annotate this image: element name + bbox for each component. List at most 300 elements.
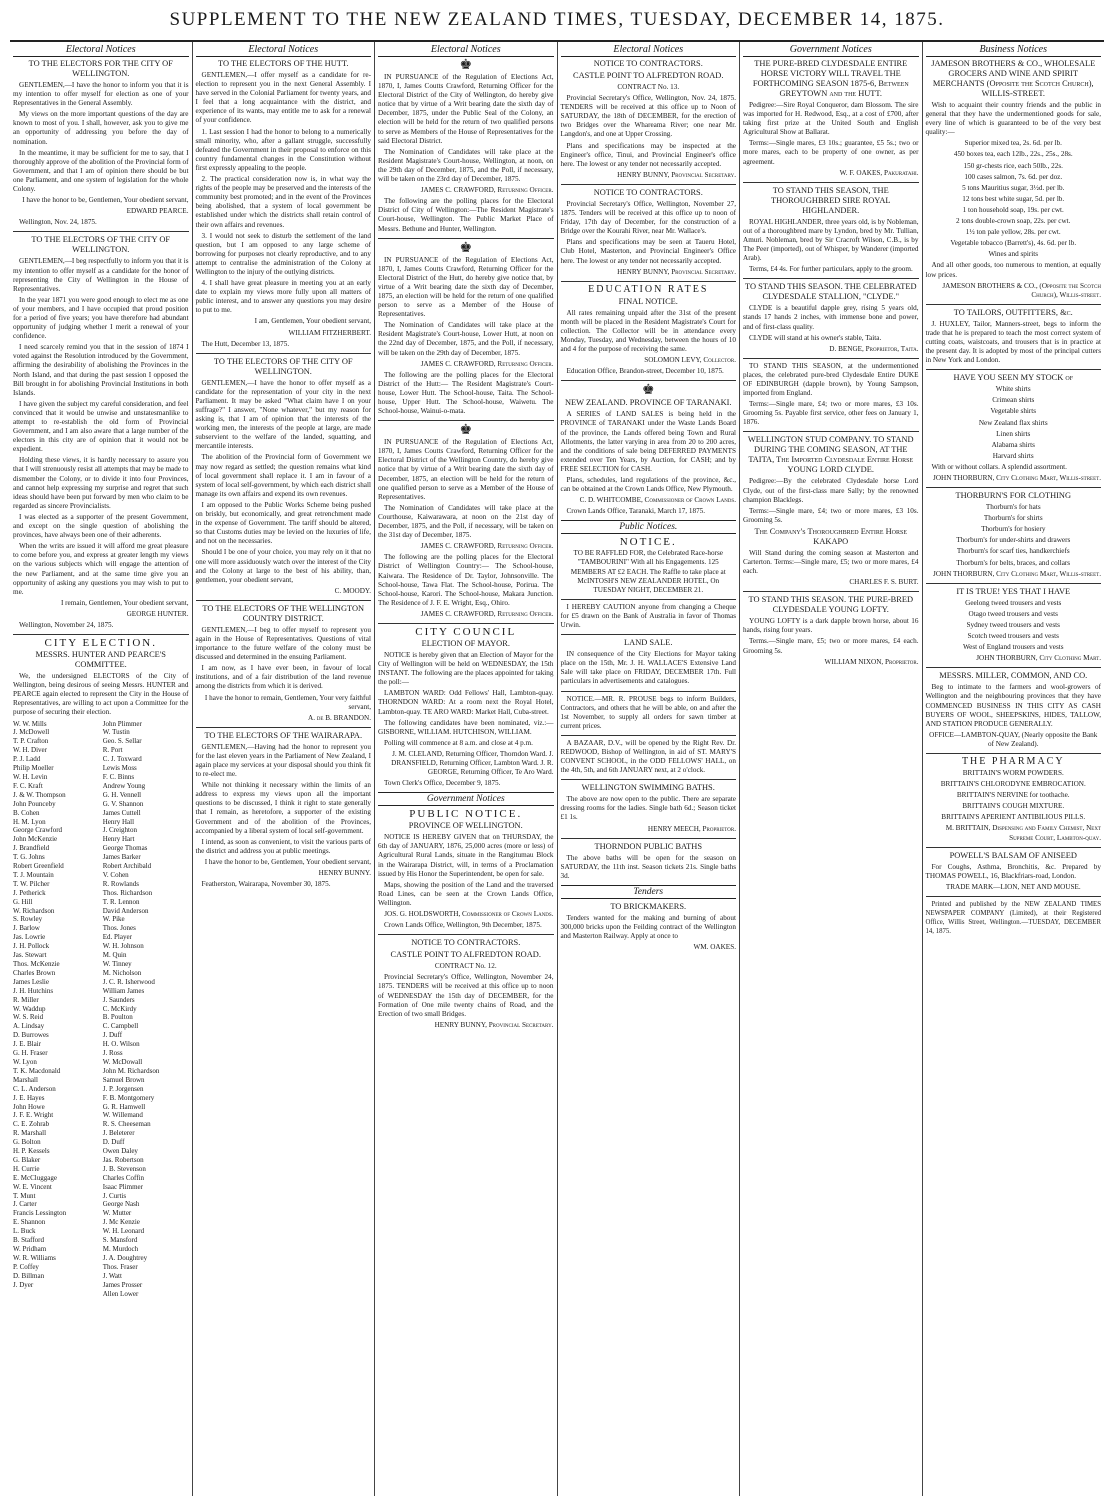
- notice-text: The following candidates have been nominated, viz.:— GISBORNE, WILLIAM. HUTCHISON, WILLIAM.: [378, 718, 554, 736]
- committee-name: F. C. Kraft: [13, 781, 43, 790]
- list-item: BRITTAIN'S APERIENT ANTIBILIOUS PILLS.: [941, 813, 1086, 822]
- advert-title: HAVE YOU SEEN MY STOCK of: [953, 373, 1074, 383]
- advert-committee: [13, 638, 189, 1298]
- committee-name: John McKenzie: [13, 835, 58, 844]
- advert-powell: [926, 851, 1102, 892]
- notice-signature: C. D. WHITCOMBE, Commissioner of Crown Lands.: [579, 496, 736, 505]
- advert-title: TO TAILORS, OUTFITTERS, &c.: [953, 307, 1073, 317]
- committee-name: Allen Lower: [102, 1289, 139, 1298]
- land-sale-notice: [561, 638, 737, 686]
- advert-pharmacy: [926, 757, 1102, 843]
- committee-name: J. Beleterer: [102, 1129, 135, 1138]
- committee-name: John Plimmer: [102, 719, 142, 728]
- committee-name: J. E. Blair: [13, 1040, 41, 1049]
- advert-text: In the meantime, it may be sufficient for me to say, that I thoroughly approve of the abolition of the Provincial form of Government, and that I am of opinion there should be but one Parliament, and one system of legislation for the whole Colony.: [13, 148, 189, 194]
- divider: [926, 896, 1102, 897]
- royal-crest-icon: ♚: [459, 240, 473, 256]
- advert-signature: TRADE MARK—LION, NET AND MOUSE.: [945, 882, 1081, 891]
- list-item: Scotch tweed trousers and vests: [967, 632, 1059, 641]
- committee-name: James Barker: [102, 853, 141, 862]
- list-item: Harvard shirts: [992, 451, 1034, 460]
- list-item: Vegetable tobacco (Barrett's), 4s. 6d. per lb.: [950, 239, 1077, 248]
- divider: [926, 487, 1102, 488]
- advert-it-is-true: [926, 587, 1102, 664]
- advert-text: My views on the more important questions of the day are known to most of you. I shall, however, ask you to give me an opportunity of addressing you before the day of nomination.: [13, 110, 189, 146]
- advert-text: GENTLEMEN,—I have the honor to inform you that it is my intention to offer myself for election as one of your Representatives in the General Assembly.: [13, 81, 189, 108]
- divider: [743, 182, 919, 183]
- committee-name: D. Burrowes: [13, 1031, 49, 1040]
- divider: [561, 184, 737, 185]
- advert-text: Holding these views, it is hardly necessary to assure you that I will strenuously resist all attempts that may be made to dismember the Colony, or to divide it into four Provinces, and cannot help expressing my surprise and regret that such ideas should have been put forward by men who claim to be regarded as sincere Provincialists.: [13, 456, 189, 510]
- proclamation-text: IN PURSUANCE of the Regulation of Elections Act, 1870, I, James Coutts Crawford, Returning Officer for the Electoral District of the Wellington Country, do hereby give notice that by virtue of a Writ bearing date the sixth day of December, 1875, an election will be held for the return of one qualified person to serve as a Member of the House of Representatives.: [378, 438, 554, 501]
- advert-hunter: [13, 235, 189, 630]
- committee-name: W. H. Leonard: [102, 1227, 145, 1236]
- notice-text: All rates remaining unpaid after the 31st of the present month will be placed in the Resident Magistrate's Court for collection. The Collector will be in attendance every Monday, Tuesday, and Wednesday, between the hours of 10 and 4 for the purpose of receiving the same.: [560, 308, 736, 354]
- committee-name: J. E. Hayes: [13, 1093, 45, 1102]
- advert-text: When the writs are issued it will afford me great pleasure to come before you, and express at greater length my views on the various subjects which will engage the attention of the new Parliament, and at the same time give you an opportunity of asking any questions you may wish to put to me.: [13, 542, 189, 596]
- advert-title: TO THE ELECTORS OF THE WELLINGTON COUNTRY DISTRICT.: [202, 603, 365, 623]
- notice-title: PUBLIC NOTICE.: [409, 808, 523, 821]
- notice-title: NOTICE TO CONTRACTORS.: [593, 187, 703, 197]
- committee-name: W. H. Diver: [13, 746, 47, 755]
- committee-name: E. Shannon: [13, 1218, 46, 1227]
- notice-date: Education Office, Brandon-street, December 10, 1875.: [566, 367, 724, 376]
- advert-title: TO THE ELECTORS OF THE WAIRARAPA.: [204, 730, 363, 740]
- advert-title: THE PHARMACY: [961, 755, 1065, 767]
- committee-name: D. Duff: [102, 1138, 125, 1147]
- committee-name: J. B. Stevenson: [102, 1164, 146, 1173]
- committee-name: [13, 1290, 99, 1299]
- taranaki-land-sales: [561, 398, 737, 516]
- advert-text: I need scarcely remind you that in the session of 1874 I voted against the Resolution introduced by the Government, affirming the desirability of abolishing the Provinces in the North Island, and that during the past session I opposed the Bill brought in for abolishing Provincial Institutions in both Islands.: [13, 343, 189, 397]
- advert-signature: C. MOODY.: [334, 586, 371, 595]
- list-item: 12 tons best white sugar, 5d. per lb.: [962, 194, 1065, 203]
- polling-places: The following are the polling places for the Electoral District of the Hutt:— The Resident Magistrate's Court-house, Lower Hutt. The School-house, Taita. The School-house, Upper Hutt. The School-house, Waiwetu. The School-house, Wainui-o-mata.: [378, 370, 554, 416]
- column-fade: [375, 1466, 557, 1496]
- committee-name: J. H. Pollock: [13, 942, 50, 951]
- committee-name: G. R. Hamwell: [102, 1102, 146, 1111]
- notice-signature: WM. OAKES.: [693, 943, 736, 952]
- committee-name: W. R. Williams: [13, 1253, 56, 1262]
- advert-text: 1. Last session I had the honor to belong to a numerically small minority, who, after a gallant struggle, successfully defeated the Government in their proposal to enforce on this country fundamental changes in the Constitution without first expressly appealing to the people.: [195, 127, 371, 172]
- proclamation-signature: JAMES C. CRAWFORD, Returning Officer.: [420, 542, 554, 551]
- list-item: Thorburn's for hats: [985, 503, 1041, 512]
- column-header: Government Notices: [743, 42, 919, 57]
- divider: [743, 358, 919, 359]
- education-rates: [561, 285, 737, 377]
- committee-name: J. Saunders: [102, 995, 135, 1004]
- committee-name: T. P. Crafton: [13, 737, 49, 746]
- list-item: Thorburn's for belts, braces, and collars: [956, 558, 1071, 567]
- proclamation-country: [378, 438, 554, 619]
- committee-name: V. Cohen: [102, 870, 129, 879]
- divider: [561, 380, 737, 381]
- notice-text: The above are now open to the public. There are separate dressing rooms for the ladies. Single bath 6d.; Season ticket £1 1s.: [560, 795, 736, 822]
- advert-text: Should I be one of your choice, you may rely on it that no one will more assiduously watch over the interest of the City and the Colony at large to the best of his ability, than, gentlemen, your obedient servant,: [195, 548, 371, 584]
- contractors-notice-bridge: [561, 188, 737, 277]
- divider: [926, 583, 1102, 584]
- proclamation-signature: JAMES C. CRAWFORD, Returning Officer.: [420, 609, 554, 618]
- advert-date: Featherston, Wairarapa, November 30, 1875.: [201, 880, 331, 889]
- list-item: BRITTAIN'S WORM POWDERS.: [962, 768, 1064, 777]
- committee-name: J. Duff: [102, 1031, 123, 1040]
- committee-name: H. Currie: [13, 1164, 40, 1173]
- advert-date: Wellington, Nov. 24, 1875.: [19, 218, 97, 227]
- committee-name: John M. Richardson: [102, 1066, 160, 1075]
- advert-signature: GEORGE HUNTER.: [126, 609, 189, 618]
- committee-name: W. H. Johnson: [102, 942, 144, 951]
- committee-name: R. Rowlands: [102, 879, 139, 888]
- proclamation-signature: JAMES C. CRAWFORD, Returning Officer.: [420, 359, 554, 368]
- divider: [926, 847, 1102, 848]
- proclamation-signature: JAMES C. CRAWFORD, Returning Officer.: [420, 186, 554, 195]
- advert-title: TO THE ELECTORS OF THE HUTT.: [218, 59, 349, 68]
- royal-crest-icon: ♚: [459, 423, 473, 439]
- committee-name: W. S. Reid: [13, 1013, 44, 1022]
- notice-text: The above baths will be open for the season on SATURDAY, the 11th inst. Season tickets 21s. Single baths 3d.: [560, 853, 736, 880]
- committee-name: L. Buck: [13, 1227, 36, 1236]
- committee-name: W. Richardson: [13, 906, 55, 915]
- list-item: 100 cases salmon, 7s. 6d. per doz.: [964, 172, 1063, 181]
- committee-name: F. B. Montgomery: [102, 1093, 155, 1102]
- divider: [196, 600, 372, 601]
- list-item: Otago tweed trousers and vests: [968, 609, 1058, 618]
- advert-title: CITY ELECTION.: [44, 637, 158, 650]
- committee-name: Henry Hall: [102, 817, 135, 826]
- advert-text: While not thinking it necessary within the limits of an address to express my views upon all the important questions to be discussed, I think it right to state generally that I remain, as heretofore, a supporter of the existing Government and of the abolition of the Provinces, accompanied by a liberal system of local self-government.: [195, 781, 371, 835]
- notice-subtitle: ELECTION OF MAYOR.: [421, 638, 510, 648]
- bazaar-notice: [561, 739, 737, 775]
- committee-name: S. Mansford: [102, 1236, 138, 1245]
- committee-name: P. J. Ladd: [13, 755, 41, 764]
- notice-signature: HENRY BUNNY, Provincial Secretary.: [617, 267, 736, 276]
- stud-signature: CHARLES F. S. BURT.: [849, 578, 919, 587]
- list-item: 450 boxes tea, each 12lb., 22s., 25s., 28s.: [953, 150, 1073, 159]
- committee-name: Robert Archibald: [102, 862, 152, 871]
- stud-young-lofty: [743, 595, 919, 666]
- advert-tailors: [926, 308, 1102, 365]
- notice-text: A SERIES of LAND SALES is being held in the PROVINCE of TARANAKI under the Waste Lands Board of the province, the Lands offered being Town and Rural Allotments, the latter varying in area from 20 to 200 acres, and the conditions of sale being DEFERRED PAYMENTS extended over Ten Years, by Auction, for CASH; and by FREE SELECTION for CASH.: [560, 410, 736, 473]
- column-1: [10, 42, 193, 1496]
- committee-name: H. O. Wilson: [102, 1040, 140, 1049]
- committee-name: J. A. Doughtrey: [102, 1253, 148, 1262]
- committee-name: B. Stafford: [13, 1236, 44, 1245]
- committee-name: Samuel Brown: [102, 1075, 145, 1084]
- divider: [561, 691, 737, 692]
- advert-text: I intend, as soon as convenient, to visit the various parts of the district and address you at public meetings.: [195, 837, 371, 855]
- advert-title: TO THE ELECTORS OF THE CITY OF WELLINGTON.: [31, 235, 171, 255]
- list-item: Superior mixed tea, 2s. 6d. per lb.: [964, 139, 1062, 148]
- notice-text: Provincial Secretary's Office, Wellington, November 27, 1875. Tenders will be received at this office up to noon of Friday, 17th day of December, for the construction of a Bridge over the Kourahi River, near Mr. Wallace's.: [560, 199, 736, 236]
- advert-signature: HENRY BUNNY.: [318, 869, 371, 878]
- notice-text: Plans, schedules, land regulations of the province, &c., can be obtained at the Crown Lands Office, New Plymouth.: [560, 476, 736, 494]
- royal-crest-icon: ♚: [641, 383, 655, 399]
- divider: [743, 591, 919, 592]
- committee-name: B. Poulton: [102, 1013, 133, 1022]
- committee-name: T. J. Mountain: [13, 870, 54, 879]
- notice-text: Tenders wanted for the making and burning of about 300,000 bricks upon the Feilding contract of the Wellington and Masterton Railway. Apply at once to: [560, 913, 736, 941]
- stud-wellington-company: [743, 435, 919, 587]
- column-fade: [10, 1466, 192, 1496]
- notice-title: LAND SALE.: [624, 638, 673, 648]
- divider: [743, 278, 919, 279]
- committee-name: J. Mc Kenzie: [102, 1218, 140, 1227]
- column-header: Electoral Notices: [378, 42, 554, 57]
- advert-text: GENTLEMEN,—I offer myself as a candidate for re-election to represent you in the next General Assembly. I have served in the Colonial Parliament for twenty years, and I feel that a long acquaintance with the district, and experience of its wants, may entitle me to ask for a renewal of your confidence.: [195, 71, 371, 125]
- prouse-notice: [561, 695, 737, 731]
- price-list: [926, 139, 1102, 259]
- divider: [926, 753, 1102, 754]
- stud-text: CLYDE is a beautiful dapple grey, rising 5 years old, stands 17 hands 2 inches, with immense bone and power, and of first-class quality.: [743, 304, 919, 331]
- notice-signature: JOS. G. HOLDSWORTH, Commissioner of Crown Lands.: [384, 910, 554, 919]
- stud-title: TO STAND THIS SEASON. THE PURE-BRED CLYDESDALE YOUNG LOFTY.: [748, 595, 914, 615]
- column-4: [558, 42, 741, 1496]
- advert-text: With or without collars. A splendid assortment.: [931, 462, 1067, 471]
- list-item: West of England trousers and vests: [962, 643, 1064, 652]
- divider: [378, 238, 554, 239]
- committee-name: W. Waddup: [13, 1004, 46, 1013]
- advert-text: We, the undersigned ELECTORS of the City of Wellington, being desirous of seeing Messrs. HUNTER and PEARCE again elected to represent the City in the House of Representatives, are willing to act upon a Committee for the purpose of securing their election.: [13, 672, 189, 717]
- notice-date: Crown Lands Office, Taranaki, March 17, 1875.: [566, 507, 706, 516]
- advert-text: Wish to acquaint their country friends and the public in general that they have the undermentioned goods for sale, every line of which is guaranteed to be of the very best quality:—: [925, 101, 1101, 137]
- committee-name: T. R. Lennon: [102, 897, 140, 906]
- notice-text: Provincial Secretary's Office, Wellington, Nov. 24, 1875. TENDERS will be received at this office up to Noon of SATURDAY, the 18th of DECEMBER, for the erection of two Bridges over the Whareama River; one near Mr. Langdon's, and one at Upper Crossing.: [560, 94, 736, 139]
- divider: [561, 838, 737, 839]
- committee-name: Jas. Lowrie: [13, 933, 46, 942]
- notice-text: A BAZAAR, D.V., will be opened by the Right Rev. Dr. REDWOOD, Bishop of Wellington, in aid of ST. MARY'S CONVENT SCHOOL, in the ODD FELLOWS' HALL, on the 4th, 5th, and 6th JANUARY next, at 2 o'clock.: [560, 738, 736, 775]
- list-item: BRITTAIN'S NERVINE for toothache.: [956, 791, 1070, 800]
- committee-name: R. Port: [102, 746, 123, 755]
- notice-subtitle: FINAL NOTICE.: [618, 296, 678, 306]
- notice-text: Polling will commence at 8 a.m. and close at 4 p.m.: [384, 738, 533, 747]
- divider: [561, 735, 737, 736]
- list-item: 2 tons double-crown soap, 22s. per cwt.: [956, 217, 1071, 226]
- proclamation-text: The Nomination of Candidates will take place at the Resident Magistrate's Court-house, Wellington, at noon, on the 29th day of December, 1875, and the Poll, if necessary, will be taken on the 23rd day of December, 1875.: [378, 147, 554, 184]
- stud-title: THE PURE-BRED CLYDESDALE ENTIRE HORSE VICTORY WILL TRAVEL THE FORTHCOMING SEASON 1875-6, Between GREYTOWN and the HUTT.: [752, 59, 909, 98]
- proclamation-text: IN PURSUANCE of the Regulation of Elections Act, 1870, I, James Coutts Crawford, Returning Officer for the Electoral District of the Hutt, do hereby give notice that, by virtue of a Writ bearing date the sixth day of December, 1875, an election will be held for the return of one qualified person to serve as a Member of the House of Representatives.: [378, 255, 554, 319]
- stud-signature: D. BENGE, Proprietor, Taita.: [829, 344, 919, 353]
- advert-signature: A. de B. BRANDON.: [308, 713, 371, 722]
- committee-name: John Howe: [13, 1102, 45, 1111]
- notice-title: TO BRICKMAKERS.: [610, 901, 687, 911]
- committee-name: T. W. Pilcher: [13, 879, 50, 888]
- thorndon-baths: [561, 842, 737, 881]
- committee-name: T. K. Macdonald: [13, 1066, 61, 1075]
- committee-name: W. E. Vincent: [13, 1182, 52, 1191]
- committee-name: George Thomas: [102, 844, 148, 853]
- stud-title: TO STAND THIS SEASON, THE THOROUGHBRED SIRE ROYAL HIGHLANDER.: [770, 185, 891, 215]
- divider: [743, 431, 919, 432]
- committee-name: F. C. Binns: [102, 772, 135, 781]
- divider: [13, 634, 189, 635]
- committee-name: W. Lyon: [13, 1057, 37, 1066]
- advert-signature: M. BRITTAIN, Dispensing and Family Chemist, Next Supreme Court, Lambton-quay.: [945, 824, 1101, 842]
- committee-name: H. M. Lyon: [13, 817, 46, 826]
- committee-name: Charles Brown: [13, 968, 56, 977]
- advert-bunny: [196, 731, 372, 889]
- committee-name: J. Curtis: [102, 1191, 127, 1200]
- polling-places: The following are the polling places for the Electoral District of Wellington Country:— The School-house, Kaiwara. The Residence of Dr. Taylor, Johnsonville. The School-house, Tawa Flat. The School-house, Porirua. The School-house, Karori. The School-house, Makara Junction. The Residence of J. F. E. Wright, Esq., Ohiro.: [378, 553, 554, 607]
- divider: [378, 934, 554, 935]
- advert-title: THORBURN'S FOR CLOTHING: [955, 491, 1071, 501]
- stud-text: Terms:—Single mares, £3 10s.; guarantee, £5 5s.; two or more mares, each to be property of one owner, as per agreement.: [743, 139, 919, 166]
- column-3: [375, 42, 558, 1496]
- committee-name: J. Brandfield: [13, 844, 50, 853]
- notice-date: Town Clerk's Office, December 9, 1875.: [384, 779, 501, 788]
- contract-number: CONTRACT No. 13.: [617, 83, 680, 91]
- divider: [378, 623, 554, 624]
- stud-victory: [743, 59, 919, 178]
- committee-name: J. Barlow: [13, 924, 40, 933]
- notice-text: Plans and specifications may be inspected at the Engineer's office, Tinui, and Provincial Engineer's office here. The lowest or any tender not necessarily accepted.: [560, 141, 736, 168]
- notice-subtitle: CASTLE POINT TO ALFREDTON ROAD.: [390, 950, 541, 960]
- committee-name: James Prosser: [102, 1280, 143, 1289]
- stud-signature: W. F. OAKES, Pakuratahi.: [839, 168, 919, 177]
- stud-signature: WILLIAM NIXON, Proprietor.: [824, 657, 919, 666]
- column-header: Business Notices: [926, 42, 1102, 57]
- stud-duke-edinburgh: [743, 362, 919, 428]
- advert-text: And all other goods, too numerous to mention, at equally low prices.: [925, 261, 1101, 279]
- proclamation-text: The Nomination of Candidates will take place at the Resident Magistrate's Court-house, Lower Hutt, at noon on the 22nd day of December, 1875, and the Poll, if necessary, will be taken on the 29th day of December, 1875.: [378, 321, 554, 357]
- list-item: Alabama shirts: [991, 440, 1035, 449]
- proclamation-text: IN PURSUANCE of the Regulation of Elections Act, 1870, I, James Coutts Crawford, Returning Officer for the Electoral District of the City of Wellington, do hereby give notice that by virtue of a Writ bearing date the sixth day of December, 1875, under the Public Seal of the Colony, an election will be held for the return of two qualified persons to serve as Members of the House of Representatives for the said Electoral District.: [378, 73, 554, 145]
- contractors-notice: [378, 938, 554, 1030]
- notice-signature: HENRY MEECH, Proprietor.: [647, 824, 736, 833]
- notice-signature: HENRY BUNNY, Provincial Secretary.: [617, 170, 736, 179]
- committee-name: J. C. R. Isherwood: [102, 977, 155, 986]
- list-item: Crimean shirts: [992, 396, 1035, 405]
- advert-text: GENTLEMEN,—Having had the honor to represent you for the last eleven years in the Parliament of New Zealand, I again place my services at your disposal should you think fit to re-elect me.: [195, 742, 371, 779]
- committee-name: Jas. Robertson: [102, 1155, 144, 1164]
- list-item: Wines and spirits: [988, 250, 1039, 259]
- advert-text: GENTLEMEN,—I beg respectfully to inform you that it is my intention to offer myself as a candidate for the honor of representing the City of Wellington in the House of Representatives.: [13, 257, 189, 293]
- advert-close: I have the honor to be, Gentlemen, Your obedient servant,: [204, 857, 371, 866]
- polling-places: The following are the polling places for the Electoral District of City of Wellington:—The Resident Magistrate's Court-house, Wellington. The Public Market Place of Messrs. Bethune and Hunter, Wellington.: [378, 197, 554, 233]
- advert-text: I have given the subject my careful consideration, and feel convinced that it would be unwise and unstatesmanlike to attempt to re-establish the old form of Provincial Government, and I am also aware that a large number of the electors in this city are of opinion that it would not be expedient.: [13, 399, 189, 454]
- advert-date: The Hutt, December 13, 1875.: [201, 339, 290, 348]
- notice-title: NEW ZEALAND. PROVINCE OF TARANAKI.: [564, 398, 732, 408]
- divider: [196, 727, 372, 728]
- committee-name: W. Willemand: [102, 1111, 143, 1120]
- notice-signature: J. M. CLELAND, Returning Officer, Thorndon Ward. J. DRANSFIELD, Returning Officer, Lambton Ward. J. R. GEORGE, Returning Officer, Te Aro Ward.: [391, 749, 554, 777]
- divider: [926, 667, 1102, 668]
- committee-name: Thos. Jones: [102, 924, 136, 933]
- list-item: Thorburn's for under-shirts and drawers: [956, 536, 1071, 545]
- stud-text: Terms, £4 4s. For further particulars, apply to the groom.: [749, 265, 913, 274]
- notice-text: TO BE RAFFLED FOR, the Celebrated Race-horse "TAMBOURINI" With all his Engagements. 125 MEMBERS AT £2 EACH. The Raffle to take place at McINTOSH'S NEW ZEALANDER HOTEL, On TUESDAY NIGHT, DECEMBER 21.: [570, 549, 726, 594]
- notice-signature: HENRY BUNNY, Provincial Secretary.: [434, 1020, 554, 1029]
- committee-name: J. Dyer: [13, 1280, 34, 1289]
- divider: [926, 304, 1102, 305]
- advert-close: I have the honor to remain, Gentlemen, Your very faithful servant,: [204, 693, 371, 711]
- advert-moody: [196, 357, 372, 596]
- committee-name: C. J. Toxward: [102, 755, 142, 764]
- advert-title: IT IS TRUE! YES THAT I HAVE: [956, 586, 1071, 596]
- columns: [10, 42, 1104, 1496]
- advert-signature: JOHN THORBURN, City Clothing Mart, Willis-street.: [933, 569, 1101, 578]
- advert-title: TO THE ELECTORS FOR THE CITY OF WELLINGTON.: [28, 59, 173, 78]
- notice-title: NOTICE TO CONTRACTORS.: [411, 938, 521, 948]
- committee-name: Henry Hart: [102, 835, 135, 844]
- column-header: Electoral Notices: [13, 42, 189, 57]
- list-item: 5 tons Mauritius sugar, 3½d. per lb.: [962, 183, 1065, 192]
- advert-signature: EDWARD PEARCE.: [126, 207, 189, 216]
- committee-name: G. Bolton: [13, 1138, 41, 1147]
- committee-name: C. McKirdy: [102, 1004, 137, 1013]
- notice-date: Crown Lands Office, Wellington, 9th December, 1875.: [384, 921, 542, 930]
- stud-text: Will Stand during the coming season at Masterton and Carterton. Terms:—Single mare, £5; two or more mares, £4 each.: [743, 548, 919, 576]
- advert-text: I was elected as a supporter of the present Government, and except on the single question of abolishing the provinces, have always been one of their adherents.: [13, 512, 189, 540]
- stud-text: Terms:—Single mare, £4; two or more mares, £3 10s. Grooming 5s.: [743, 506, 919, 524]
- committee-name: E. McCluggage: [13, 1173, 57, 1182]
- divider: [378, 420, 554, 421]
- committee-name: G. H. Fraser: [13, 1049, 48, 1058]
- advert-jameson: [926, 59, 1102, 300]
- column-2: [193, 42, 376, 1496]
- imprint: [926, 900, 1102, 936]
- list-item: Geelong tweed trousers and vests: [965, 598, 1062, 607]
- committee-name: Robert Greenfield: [13, 862, 64, 871]
- advert-subtitle: MESSRS. HUNTER AND PEARCE'S COMMITTEE.: [35, 650, 166, 670]
- committee-name: J. H. Hutchins: [13, 986, 54, 995]
- section-header: Tenders: [561, 885, 737, 899]
- column-fade: [740, 1466, 922, 1496]
- notice-title: NOTICE TO CONTRACTORS.: [593, 59, 703, 68]
- committee-name: George Crawford: [13, 826, 63, 835]
- advert-pearce: [13, 59, 189, 227]
- advert-fitzherbert: [196, 59, 372, 349]
- swimming-baths: [561, 783, 737, 833]
- stud-text: TO STAND THIS SEASON, at the undermentioned places, the celebrated pure-bred Clydesdale Entire DUKE OF EDINBURGH (dapple brown), by Young Sampson, imported from England.: [743, 361, 919, 398]
- section-header: Public Notices.: [561, 520, 737, 534]
- committee-name: Philip Moeller: [13, 764, 54, 773]
- stud-clyde: [743, 282, 919, 353]
- advert-title: MESSRS. MILLER, COMMON, AND CO.: [939, 671, 1088, 681]
- committee-name: M. Murdoch: [102, 1245, 139, 1253]
- column-fade: [193, 1466, 375, 1496]
- committee-name: Thos. Richardson: [102, 888, 153, 897]
- advert-text: 2. The practical consideration now is, in what way the rights of the people may be preserved and the interests of the community best promoted; and in the event of the Provinces being abolished, that a system of local government be established under which the districts shall retain control of their own affairs and revenues.: [195, 175, 371, 229]
- committee-name: W. McDowall: [102, 1057, 143, 1066]
- committee-name: W. Tustin: [102, 728, 130, 737]
- committee-name: Isaac Plimmer: [102, 1182, 143, 1191]
- masthead: [10, 0, 1104, 42]
- committee-name: M. Quin: [102, 951, 127, 960]
- advert-close: I have the honor to be, Gentlemen, Your obedient servant,: [22, 196, 189, 205]
- list-item: Linen shirts: [996, 429, 1031, 438]
- stud-text: Terms:—Single mare, £4; two or more mares, £3 10s. Grooming 5s. Payable first service, other fees on January 1, 1876.: [743, 400, 919, 427]
- committee-name: Owen Daley: [102, 1147, 138, 1156]
- committee-name: W. W. Mills: [13, 719, 47, 728]
- advert-text: 3. I would not seek to disturb the settlement of the land question, but I am opposed to any large scheme of borrowing for purposes not clearly reproductive, and to any attempt to centralise the administration of the Colony at Wellington to the injury of the outlying districts.: [195, 231, 371, 276]
- committee-name: G. V. Shannon: [102, 799, 144, 808]
- column-header: Electoral Notices: [561, 42, 737, 57]
- stud-text: ROYAL HIGHLANDER, three years old, is by Nobleman, out of a thoroughbred mare by Lyndon, bred by Mr. Tullian, Amuri. Nobleman, bred by Sir Cracroft Wilson, C.B., is by The Peer (imported), out of Whisper, by Wanderer (imported Arab).: [743, 217, 919, 263]
- advert-close: I am, Gentlemen, Your obedient servant,: [254, 317, 371, 326]
- advert-text: I am opposed to the Public Works Scheme being pushed on briskly, but economically, and great retrenchment made in the expense of Government. The tariff should be altered, so that Customs duties may be levied on the luxuries of life, and not on the necessaries.: [195, 500, 371, 546]
- notice-subtitle: PROVINCE OF WELLINGTON.: [408, 821, 523, 831]
- committee-name: G. Hill: [13, 897, 33, 906]
- column-fade: [558, 1466, 740, 1496]
- committee-name: J. Carter: [13, 1200, 37, 1209]
- divider: [561, 599, 737, 600]
- list-item: 1 ton household soap, 19s. per cwt.: [962, 205, 1064, 214]
- committee-name: G. H. Vennell: [102, 790, 142, 799]
- stud-text: CLYDE will stand at his owner's stable, Taita.: [749, 333, 882, 342]
- advert-title: TO THE ELECTORS OF THE CITY OF WELLINGTON.: [213, 356, 353, 376]
- list-item: Thorburn's for scarf ties, handkerchiefs: [956, 547, 1070, 556]
- list-item: 150 gr-chests rice, each 50lb., 22s.: [963, 161, 1063, 170]
